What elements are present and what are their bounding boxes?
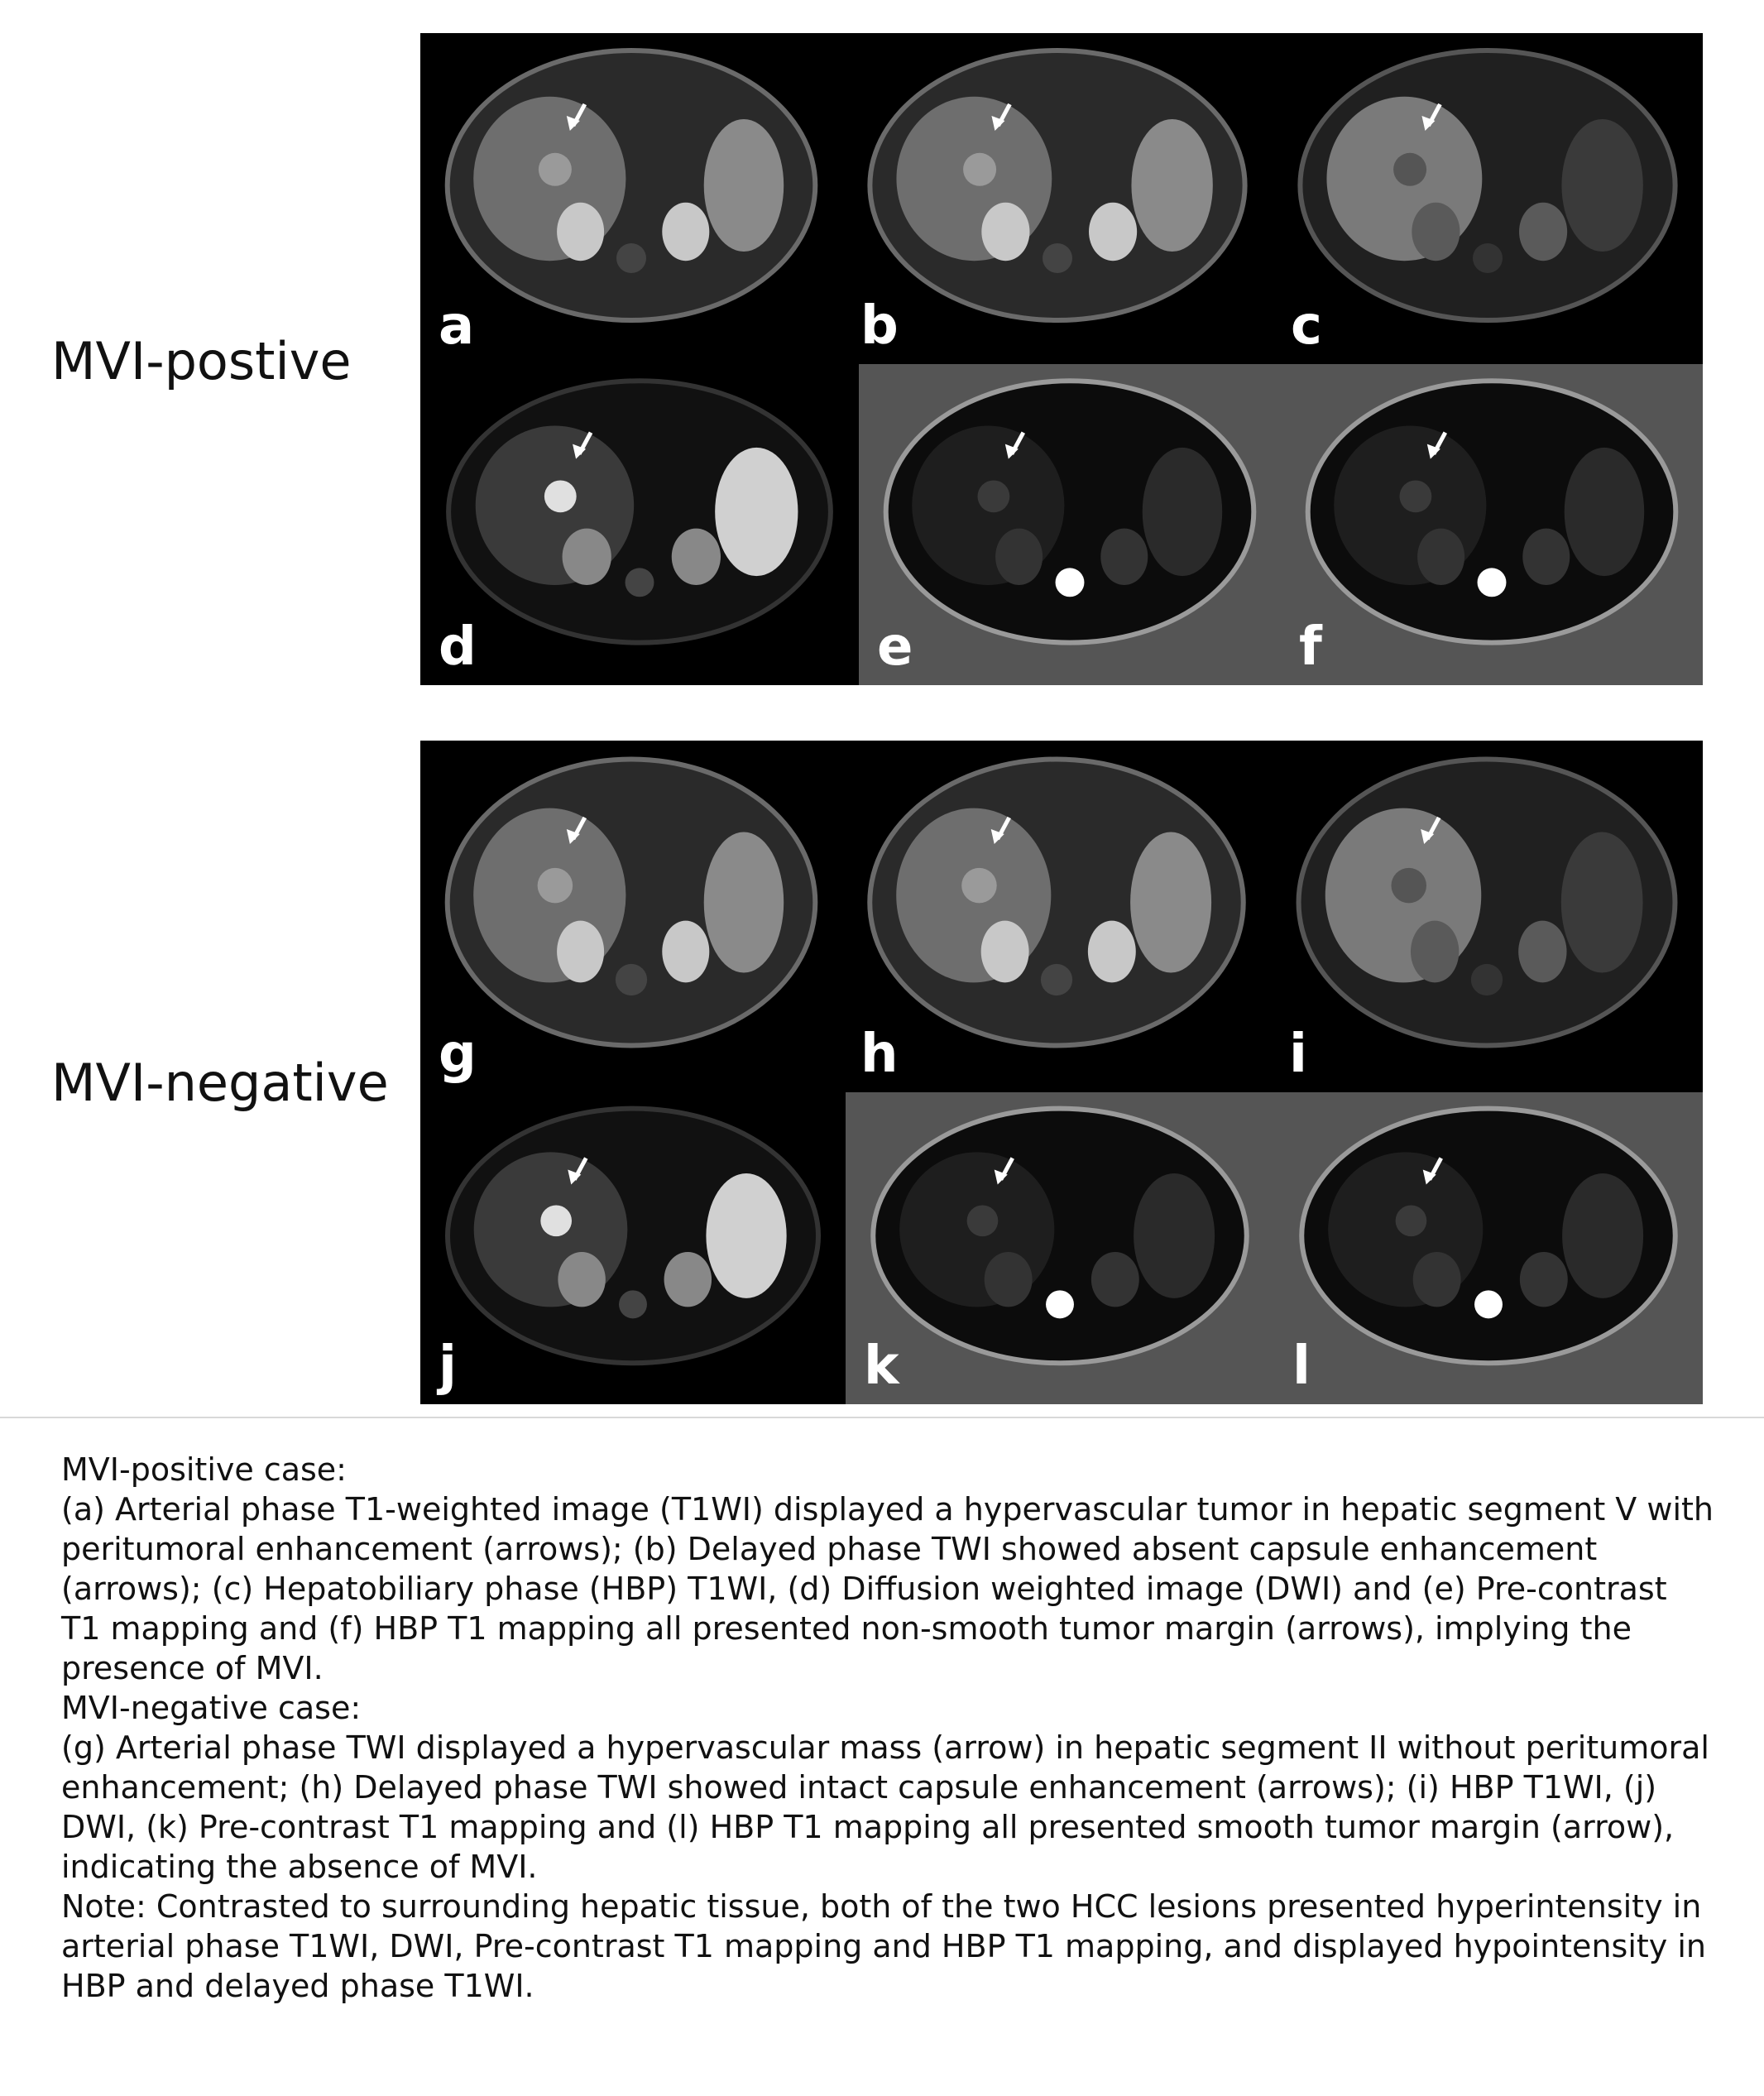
caption-positive-text: (a) Arterial phase T1-weighted image (T1WI) displayed a hypervascular tumor in hepatic segment V with peritumoral enhancement (arrows); (b) Delayed phase TWI showed absent capsule enhancement (arrows); (c) Hepatobiliary phase (HBP) T1WI, (d) Diffusion weighted image (DWI) and (e) Pre-contrast T1 mapping and (f) HBP T1 mapping all presented non-smooth tumor margin (arrows), implying the presence of MVI. (61, 1491, 1714, 1686)
mri-panel-a (420, 33, 842, 364)
mri-panel-c (1273, 33, 1703, 364)
mvi-positive-figure (420, 33, 1703, 685)
caption-positive-heading: MVI-positive case: (61, 1451, 347, 1488)
panel-letter-l: l (1292, 1336, 1311, 1397)
panel-letter-k: k (864, 1336, 899, 1397)
panel-letter-i: i (1289, 1024, 1307, 1085)
mri-panel-d (420, 364, 859, 685)
mri-slice-image (420, 741, 842, 1092)
mvi-negative-label: MVI-negative (51, 1053, 389, 1113)
panel-letter-e: e (877, 616, 913, 678)
mri-slice-image (1271, 741, 1703, 1092)
mri-slice-image (420, 33, 842, 364)
mri-slice-image (420, 364, 859, 685)
caption-divider (0, 1417, 1764, 1418)
mri-panel-g (420, 741, 842, 1092)
panel-letter-a: a (439, 295, 475, 357)
mvi-negative-figure (420, 741, 1703, 1404)
mri-panel-h (842, 741, 1271, 1092)
caption-note: Note: Contrasted to surrounding hepatic tissue, both of the two HCC lesions presented hyperintensity in arterial phase T1WI, DWI, Pre-contrast T1 mapping and HBP T1 mapping, and displayed hypointensity in HBP and delayed phase T1WI. (61, 1888, 1706, 2004)
mri-slice-image (1273, 33, 1703, 364)
mri-slice-image (846, 1092, 1274, 1404)
mri-panel-f (1281, 364, 1703, 685)
panel-letter-h: h (860, 1024, 899, 1085)
mri-panel-e (859, 364, 1281, 685)
panel-letter-g: g (439, 1024, 477, 1085)
mri-slice-image (859, 364, 1281, 685)
mri-slice-image (842, 33, 1273, 364)
mri-panel-i (1271, 741, 1703, 1092)
caption-negative-heading: MVI-negative case: (61, 1690, 362, 1726)
mri-panel-k (846, 1092, 1274, 1404)
panel-letter-j: j (439, 1336, 457, 1397)
caption-negative-text: (g) Arterial phase TWI displayed a hypervascular mass (arrow) in hepatic segment II without peritumoral enhancement; (h) Delayed phase TWI showed intact capsule enhancement (arrows); (i) HBP T1WI, (j) DWI, (k) Pre-contrast T1 mapping and (l) HBP T1 mapping all presented smooth tumor margin (arrow), indicating the absence of MVI. (61, 1729, 1709, 1885)
mri-panel-b (842, 33, 1273, 364)
panel-letter-d: d (439, 616, 477, 678)
panel-letter-b: b (860, 295, 899, 357)
mri-panel-l (1274, 1092, 1703, 1404)
mri-slice-image (1274, 1092, 1703, 1404)
figure-caption (61, 1450, 1716, 2006)
panel-letter-c: c (1291, 295, 1322, 357)
mvi-positive-label: MVI-postive (51, 331, 352, 391)
mri-slice-image (420, 1092, 846, 1404)
mri-slice-image (1281, 364, 1703, 685)
mri-slice-image (842, 741, 1271, 1092)
panel-letter-f: f (1299, 616, 1322, 678)
mri-panel-j (420, 1092, 846, 1404)
